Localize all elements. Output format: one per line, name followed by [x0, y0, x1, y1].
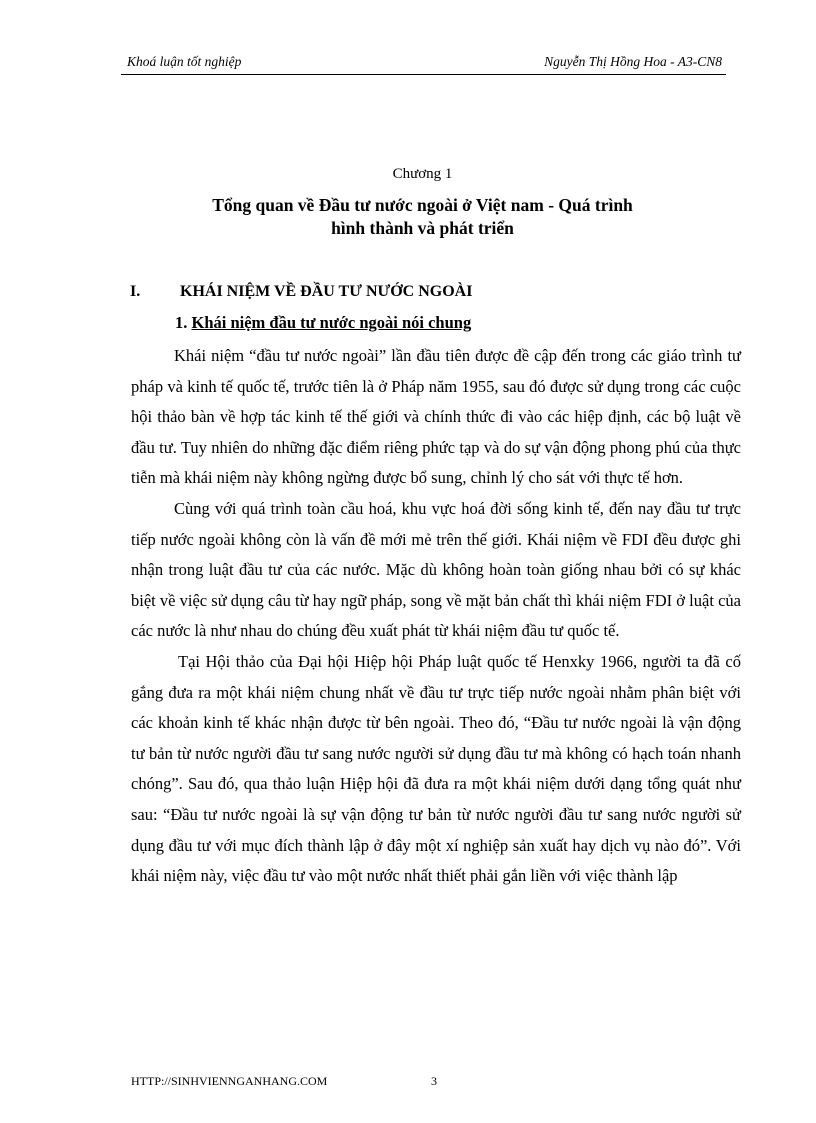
paragraph-3: Tại Hội thảo của Đại hội Hiệp hội Pháp luật quốc tế Henxky 1966, người ta đã cố gắng đưa ra một khái niệm chung nhất về đầu tư trực tiếp nước ngoài nhằm phân biệt với các khoản kinh tế khác nhận được từ bên ngoài. Theo đó, “Đầu tư nước ngoài là vận động tư bản từ nước người đầu tư sang nước người sử dụng đầu tư mà không có hạch toán nhanh chóng”. Sau đó, qua thảo luận Hiệp hội đã đưa ra một khái niệm dưới dạng tổng quát như sau: “Đầu tư nước ngoài là sự vận động tư bản từ nước người đầu tư sang nước người sử dụng đầu tư với mục đích thành lập ở đây một xí nghiệp sản xuất hay dịch vụ nào đó”. Với khái niệm này, việc đầu tư vào một nước nhất thiết phải gắn liền với việc thành lập: [131, 651, 741, 886]
body-text: [131, 341, 741, 892]
page-number: 3: [431, 1074, 437, 1088]
header-author: Nguyễn Thị Hồng Hoa - A3-CN8: [544, 54, 722, 69]
section-title: KHÁI NIỆM VỀ ĐẦU TƯ NƯỚC NGOÀI: [180, 283, 473, 300]
page-footer: [131, 1074, 437, 1089]
section-number: I.: [130, 283, 141, 300]
footer-url: HTTP://SINHVIENNGANHANG.COM: [131, 1074, 328, 1088]
chapter-title: [0, 194, 816, 240]
paragraph-1: Khái niệm “đầu tư nước ngoài” lần đầu tiên được đề cập đến trong các giáo trình tư pháp và kinh tế quốc tế, trước tiên là ở Pháp năm 1955, sau đó được sử dụng trong các cuộc hội thảo bàn về hợp tác kinh tế thế giới và chính thức đi vào các hiệp định, các bộ luật về đầu tư. Tuy nhiên do những đặc điểm riêng phức tạp và do sự vận động phong phú của thực tiễn mà khái niệm này không ngừng được bổ sung, chỉnh lý cho sát với thực tế hơn.: [131, 346, 741, 488]
subsection-title: Khái niệm đầu tư nước ngoài nói chung: [191, 313, 472, 332]
subsection-heading: [175, 313, 471, 333]
chapter-title-line-2: hình thành và phát triển: [331, 218, 514, 238]
paragraph-2: Cùng với quá trình toàn cầu hoá, khu vực hoá đời sống kinh tế, đến nay đầu tư trực tiếp nước ngoài không còn là vấn đề mới mẻ trên thế giới. Khái niệm về FDI đều được ghi nhận trong luật đầu tư của các nước. Mặc dù không hoàn toàn giống nhau bởi có sự khác biệt về việc sử dụng câu từ hay ngữ pháp, song về mặt bản chất thì khái niệm FDI ở luật của các nước là như nhau do chúng đều xuất phát từ khái niệm đầu tư quốc tế.: [131, 498, 741, 641]
chapter-title-line-1: Tổng quan về Đầu tư nước ngoài ở Việt nam - Quá trình: [212, 195, 633, 215]
header-document-type: Khoá luận tốt nghiệp: [127, 54, 242, 69]
subsection-number: 1.: [175, 313, 188, 332]
page-header: [121, 52, 726, 75]
chapter-label: Chương 1: [392, 166, 453, 182]
